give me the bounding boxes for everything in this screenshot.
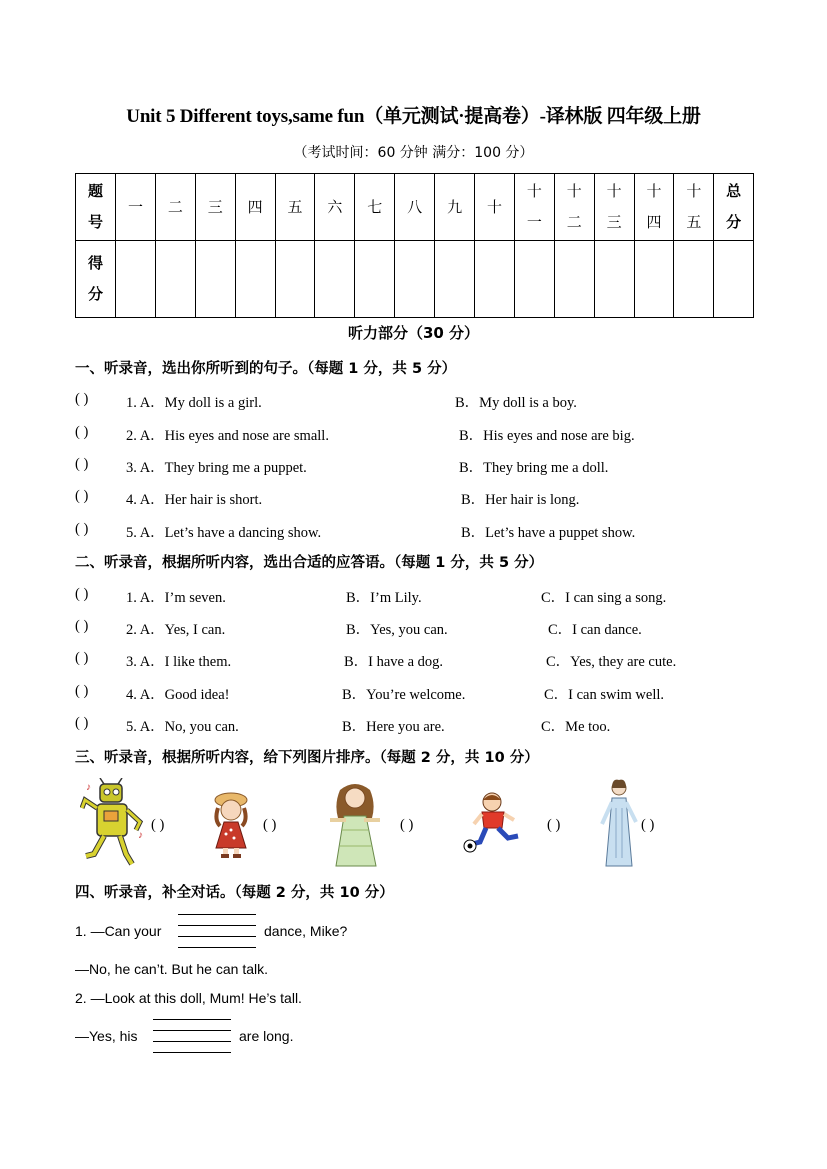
doll-picture (204, 790, 258, 860)
option-a: 3. A．They bring me a puppet. (126, 460, 307, 476)
option-b: B．My doll is a boy. (455, 395, 577, 411)
option-b: B．I have a dog. (344, 654, 444, 670)
option-b: B．Yes, you can. (346, 622, 448, 638)
princess-picture (322, 780, 388, 868)
section4-heading: 四、听录音，补全对话。（每题 2 分，共 10 分） (75, 885, 394, 901)
score-col-header: 八 (395, 174, 435, 241)
order-paren[interactable]: ( ) (151, 817, 165, 833)
score-cell[interactable] (714, 241, 754, 318)
option-b: B．Let’s have a puppet show. (461, 525, 636, 541)
score-cell[interactable] (435, 241, 475, 318)
order-paren[interactable]: ( ) (263, 817, 277, 833)
score-col-header: 四 (235, 174, 275, 241)
score-table (75, 173, 754, 318)
score-cell[interactable] (275, 241, 315, 318)
dialogue-line: —No, he can’t. But he can talk. (75, 961, 268, 977)
option-a: 1. A．My doll is a girl. (126, 395, 262, 411)
score-cell[interactable] (475, 241, 515, 318)
score-col-header: 十 (475, 174, 515, 241)
row-label-question-number: 题 号 (76, 174, 116, 241)
svg-text:♪: ♪ (86, 782, 91, 793)
option-c: C．Me too. (541, 719, 611, 735)
answer-paren[interactable]: ( ) (75, 424, 89, 440)
answer-paren[interactable]: ( ) (75, 650, 89, 666)
score-cell[interactable] (195, 241, 235, 318)
option-a: 2. A．Yes, I can. (126, 622, 226, 638)
answer-paren[interactable]: ( ) (75, 715, 89, 731)
score-cell[interactable] (514, 241, 554, 318)
score-col-header: 十 二 (554, 174, 594, 241)
score-col-header: 三 (195, 174, 235, 241)
option-a: 4. A．Her hair is short. (126, 492, 263, 508)
option-c: C．Yes, they are cute. (546, 654, 677, 670)
order-paren[interactable]: ( ) (400, 817, 414, 833)
score-cell[interactable] (554, 241, 594, 318)
score-col-header: 十 一 (514, 174, 554, 241)
exam-info: （考试时间：60 分钟 满分：100 分） (293, 145, 534, 161)
option-b: B．Here you are. (342, 719, 445, 735)
dialogue-line: dance, Mike? (264, 923, 348, 939)
section1-heading: 一、听录音，选出你所听到的句子。（每题 1 分，共 5 分） (75, 361, 457, 377)
option-a: 3. A．I like them. (126, 654, 232, 670)
option-c: C．I can swim well. (544, 687, 665, 703)
section2-heading: 二、听录音，根据所听内容，选出合适的应答语。（每题 1 分，共 5 分） (75, 555, 544, 571)
score-cell[interactable] (395, 241, 435, 318)
score-col-header: 六 (315, 174, 355, 241)
score-cell[interactable] (315, 241, 355, 318)
option-b: B．His eyes and nose are big. (459, 428, 635, 444)
score-col-header: 七 (355, 174, 395, 241)
option-a: 4. A．Good idea! (126, 687, 230, 703)
answer-blank[interactable] (153, 1019, 231, 1063)
lady-in-dress-picture (598, 778, 640, 868)
dialogue-line: 2. —Look at this doll, Mum! He’s tall. (75, 990, 302, 1006)
option-a: 5. A．Let’s have a dancing show. (126, 525, 322, 541)
dialogue-line: are long. (239, 1028, 294, 1044)
answer-paren[interactable]: ( ) (75, 521, 89, 537)
dialogue-line: —Yes, his (75, 1028, 138, 1044)
score-cell[interactable] (634, 241, 674, 318)
option-b: B．Her hair is long. (461, 492, 580, 508)
score-cell[interactable] (155, 241, 195, 318)
boy-playing-football-picture (460, 792, 532, 854)
answer-blank[interactable] (178, 914, 256, 958)
answer-paren[interactable]: ( ) (75, 456, 89, 472)
listening-part-title: 听力部分（30 分） (347, 324, 480, 342)
option-a: 5. A．No, you can. (126, 719, 239, 735)
answer-paren[interactable]: ( ) (75, 391, 89, 407)
option-c: C．I can dance. (548, 622, 642, 638)
total-score-header: 总 分 (714, 174, 754, 241)
answer-paren[interactable]: ( ) (75, 683, 89, 699)
page-title: Unit 5 Different toys,same fun（单元测试·提高卷）-译林版 四年级上册 (126, 106, 701, 127)
answer-paren[interactable]: ( ) (75, 618, 89, 634)
order-paren[interactable]: ( ) (641, 817, 655, 833)
svg-text:♪: ♪ (138, 830, 143, 841)
option-c: C．I can sing a song. (541, 590, 667, 606)
score-cell[interactable] (235, 241, 275, 318)
answer-paren[interactable]: ( ) (75, 586, 89, 602)
robot-toy-picture (80, 778, 148, 870)
option-a: 1. A．I’m seven. (126, 590, 226, 606)
section3-heading: 三、听录音，根据所听内容，给下列图片排序。（每题 2 分，共 10 分） (75, 750, 539, 766)
score-cell[interactable] (674, 241, 714, 318)
row-label-score: 得 分 (76, 241, 116, 318)
answer-paren[interactable]: ( ) (75, 488, 89, 504)
score-col-header: 五 (275, 174, 315, 241)
score-cell[interactable] (594, 241, 634, 318)
order-paren[interactable]: ( ) (547, 817, 561, 833)
score-col-header: 九 (435, 174, 475, 241)
score-col-header: 十 五 (674, 174, 714, 241)
score-col-header: 十 三 (594, 174, 634, 241)
score-col-header: 一 (116, 174, 156, 241)
option-b: B．You’re welcome. (342, 687, 466, 703)
score-cell[interactable] (355, 241, 395, 318)
option-b: B．I’m Lily. (346, 590, 422, 606)
score-cell[interactable] (116, 241, 156, 318)
option-a: 2. A．His eyes and nose are small. (126, 428, 329, 444)
option-b: B．They bring me a doll. (459, 460, 609, 476)
score-col-header: 二 (155, 174, 195, 241)
score-col-header: 十 四 (634, 174, 674, 241)
dialogue-line: 1. —Can your (75, 923, 162, 939)
